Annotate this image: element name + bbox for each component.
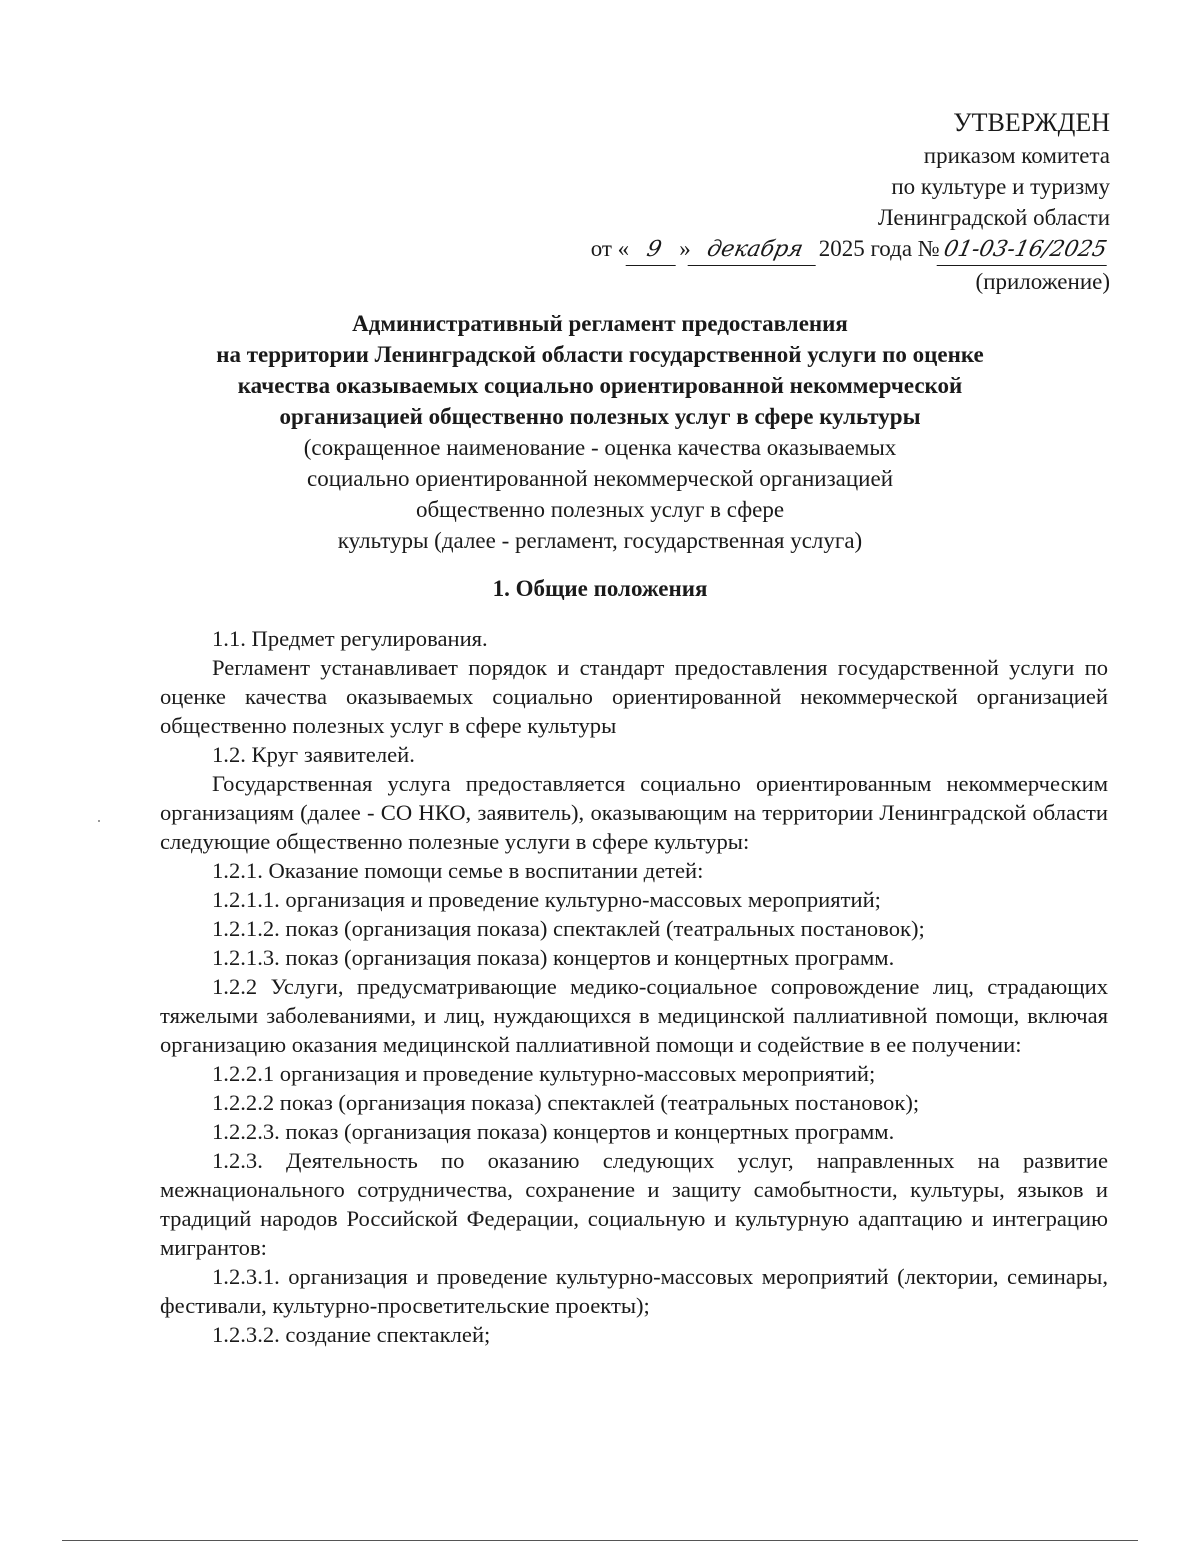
approval-line-1: приказом комитета xyxy=(923,143,1110,168)
paragraph-1-2-3-1: 1.2.3.1. организация и проведение культурно-массовых мероприятий (лектории, семинары, фестивали, культурно-просветительские проекты); xyxy=(160,1264,1108,1318)
paragraph-1-2-2-3: 1.2.2.3. показ (организация показа) концертов и концертных программ. xyxy=(212,1119,895,1144)
title-line-2: на территории Ленинградской области государственной услуги по оценке xyxy=(216,342,984,367)
scan-artifact xyxy=(98,820,100,822)
approval-date-line xyxy=(591,233,1110,266)
paragraph-1-2-2-2: 1.2.2.2 показ (организация показа) спектаклей (театральных постановок); xyxy=(212,1090,920,1115)
short-name-line-4: культуры (далее - регламент, государственная услуга) xyxy=(337,528,863,553)
paragraph-applicants: Государственная услуга предоставляется социально ориентированным некоммерческим организациям (далее - СО НКО, заявитель), оказывающим на территории Ленинградской области следующие общественно полезные услуги в сфере культуры: xyxy=(160,771,1108,854)
paragraph-1-2: 1.2. Круг заявителей. xyxy=(212,742,415,767)
title-line-3: качества оказываемых социально ориентированной некоммерческой xyxy=(237,373,963,398)
paragraph-1-2-2: 1.2.2 Услуги, предусматривающие медико-социальное сопровождение лиц, страдающих тяжелыми заболеваниями, и лиц, нуждающихся в медицинской паллиативной помощи, включая организацию оказания медицинской паллиативной помощи и содействие в ее получении: xyxy=(160,974,1108,1057)
paragraph-regulation: Регламент устанавливает порядок и стандарт предоставления государственной услуги по оценке качества оказываемых социально ориентированной некоммерческой организацией общественно полезных услуг в сфере культуры xyxy=(160,655,1108,738)
paragraph-1-2-2-1: 1.2.2.1 организация и проведение культурно-массовых мероприятий; xyxy=(212,1061,876,1086)
paragraph-1-2-1-2: 1.2.1.2. показ (организация показа) спектаклей (театральных постановок); xyxy=(212,916,925,941)
short-name-line-2: социально ориентированной некоммерческой организацией xyxy=(306,466,894,491)
date-year: 2025 года № xyxy=(818,236,940,261)
short-name-line-1: (сокращенное наименование - оценка качества оказываемых xyxy=(303,435,897,460)
date-prefix: от « xyxy=(590,236,630,261)
section-heading: 1. Общие положения xyxy=(492,576,708,601)
approval-line-3: Ленинградской области xyxy=(877,205,1110,230)
page-bottom-rule xyxy=(62,1540,1138,1541)
document-body xyxy=(160,624,1108,1349)
date-mid: » xyxy=(679,236,691,261)
approval-note: (приложение) xyxy=(975,269,1110,294)
short-name-line-3: общественно полезных услуг в сфере xyxy=(415,497,785,522)
approval-line-2: по культуре и туризму xyxy=(891,174,1110,199)
approval-block xyxy=(591,106,1110,297)
handwritten-day: 9 xyxy=(626,234,683,266)
approval-heading: УТВЕРЖДЕН xyxy=(953,108,1110,137)
paragraph-1-2-1: 1.2.1. Оказание помощи семье в воспитании детей: xyxy=(212,858,704,883)
paragraph-1-2-3: 1.2.3. Деятельность по оказанию следующих услуг, направленных на развитие межнационального сотрудничества, сохранение и защиту самобытности, культуры, языков и традиций народов Российской Федерации, социальную и культурную адаптацию и интеграцию мигрантов: xyxy=(160,1148,1108,1260)
paragraph-1-2-1-3: 1.2.1.3. показ (организация показа) концертов и концертных программ. xyxy=(212,945,895,970)
document-title xyxy=(150,308,1050,556)
handwritten-month: декабря xyxy=(687,234,822,266)
paragraph-1-1: 1.1. Предмет регулирования. xyxy=(212,626,488,651)
title-line-1: Административный регламент предоставления xyxy=(352,311,848,336)
title-line-4: организацией общественно полезных услуг в сфере культуры xyxy=(279,404,921,429)
handwritten-order-number: 01-03-16/2025 xyxy=(936,234,1113,266)
paragraph-1-2-3-2: 1.2.3.2. создание спектаклей; xyxy=(212,1322,491,1347)
paragraph-1-2-1-1: 1.2.1.1. организация и проведение культурно-массовых мероприятий; xyxy=(212,887,881,912)
